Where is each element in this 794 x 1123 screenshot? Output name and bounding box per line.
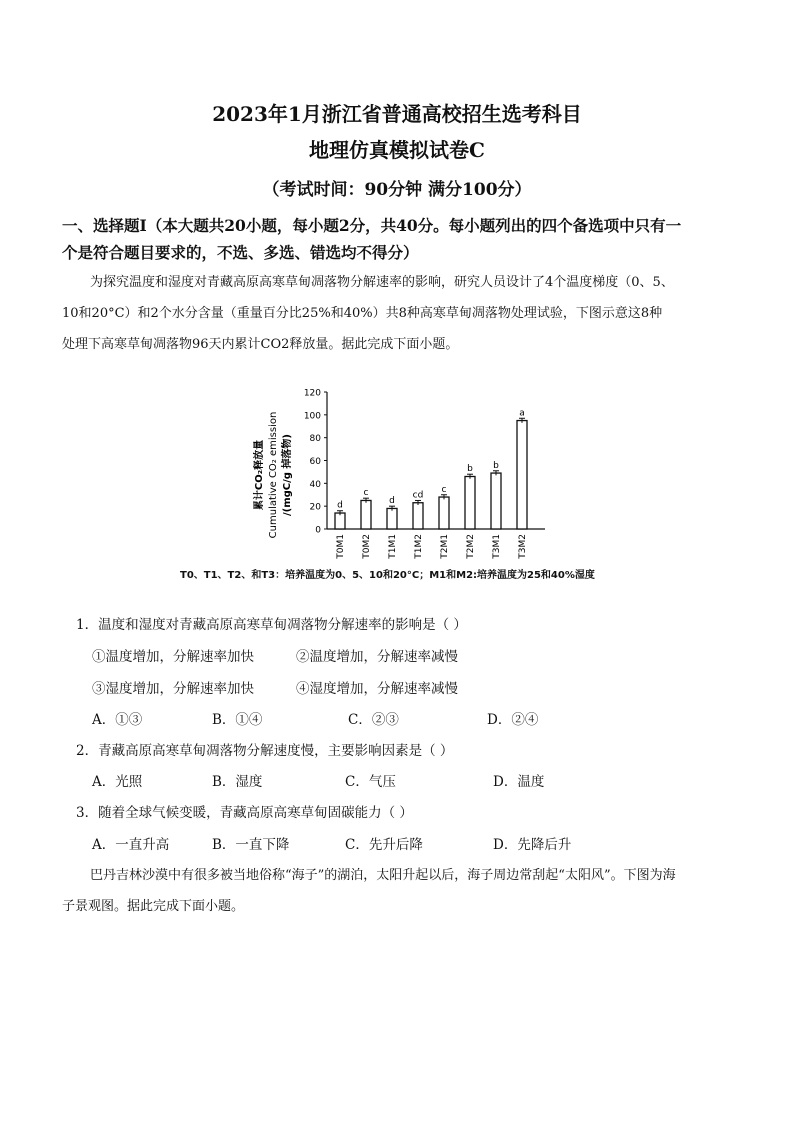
exam-info: （考试时间：90分钟 满分100分） xyxy=(262,180,532,200)
chart-y-tick-label: 20 xyxy=(309,502,321,513)
exam-title-line1: 2023年1月浙江省普通高校招生选考科目 xyxy=(212,102,582,126)
chart-significance-label: d xyxy=(389,496,395,507)
chart-bar xyxy=(361,500,371,529)
chart-x-tick-label: T0M1 xyxy=(336,534,346,559)
q1-statement-1: ①温度增加，分解速率加快 xyxy=(92,649,254,665)
section-heading-line2: 个是符合题目要求的，不选、多选、错选均不得分） xyxy=(62,243,419,262)
chart-bar xyxy=(439,497,449,529)
chart-bar xyxy=(465,476,475,529)
chart-bar xyxy=(387,508,397,529)
chart-y-tick-label: 100 xyxy=(303,411,321,422)
chart-y-tick-label: 80 xyxy=(309,434,321,445)
chart-x-tick-label: T2M2 xyxy=(466,534,476,559)
chart-x-tick-label: T3M2 xyxy=(518,534,528,559)
chart-significance-label: c xyxy=(363,488,369,499)
chart-x-tick-label: T1M1 xyxy=(388,534,398,559)
q1-statement-3: ③湿度增加，分解速率加快 xyxy=(92,681,254,697)
passage1-line2: 10和20°C）和2个水分含量（重量百分比25%和40%）共8种高寒草甸凋落物处理试验，下图示意这8种 xyxy=(62,306,663,321)
passage1-line3: 处理下高寒草甸凋落物96天内累计CO2释放量。据此完成下面小题。 xyxy=(62,337,459,352)
q1-option-b[interactable]: B．①④ xyxy=(212,712,263,728)
chart-significance-label: b xyxy=(467,464,473,475)
chart-ylabel-cn: 累计CO₂释放量 xyxy=(254,439,265,511)
q3-option-a[interactable]: A．一直升高 xyxy=(92,837,170,853)
chart-significance-label: a xyxy=(519,408,525,419)
chart-plot-area xyxy=(304,389,545,560)
chart-bar xyxy=(335,513,345,529)
q1-option-d[interactable]: D．②④ xyxy=(487,712,539,728)
chart-y-tick-label: 40 xyxy=(309,479,321,490)
chart-ylabel-unit: /(mgC/g 掉落物) xyxy=(282,433,293,517)
q1-option-c[interactable]: C．②③ xyxy=(348,712,399,728)
passage2-line2: 子景观图。据此完成下面小题。 xyxy=(62,899,245,914)
q3-option-d[interactable]: D．先降后升 xyxy=(493,837,572,853)
q2-option-c[interactable]: C．气压 xyxy=(345,774,396,790)
chart-x-tick-label: T0M2 xyxy=(362,534,372,559)
question-1-stem: 1．温度和湿度对青藏高原高寒草甸凋落物分解速率的影响是（ ） xyxy=(76,617,467,633)
chart-ylabel-group xyxy=(252,412,293,539)
question-2-stem: 2．青藏高原高寒草甸凋落物分解速度慢，主要影响因素是（ ） xyxy=(76,743,454,759)
q1-statement-4: ④湿度增加，分解速率减慢 xyxy=(296,681,458,697)
passage1-line1: 为探究温度和湿度对青藏高原高寒草甸凋落物分解速率的影响，研究人员设计了4个温度梯度（0、5、 xyxy=(90,275,674,290)
chart-significance-label: d xyxy=(337,500,343,511)
chart-bar xyxy=(413,503,423,529)
chart-x-tick-label: T2M1 xyxy=(440,534,450,559)
q1-option-a[interactable]: A．①③ xyxy=(92,712,143,728)
chart-y-tick-label: 60 xyxy=(309,457,321,467)
chart-ylabel-en: Cumulative CO₂ emission xyxy=(268,411,279,539)
chart-x-tick-label: T3M1 xyxy=(492,534,502,559)
q3-option-c[interactable]: C．先升后降 xyxy=(345,837,423,853)
q1-statement-2: ②温度增加，分解速率减慢 xyxy=(296,649,458,665)
q2-option-d[interactable]: D．温度 xyxy=(493,774,545,790)
exam-title-line2: 地理仿真模拟试卷C xyxy=(309,138,485,162)
chart-bar xyxy=(491,473,501,529)
q2-option-b[interactable]: B．湿度 xyxy=(212,774,263,790)
chart-bar xyxy=(517,421,527,529)
passage2-line1: 巴丹吉林沙漠中有很多被当地俗称“海子”的湖泊，太阳升起以后，海子周边常刮起“太阳风”。下图为海 xyxy=(90,868,676,883)
chart-significance-label: b xyxy=(493,460,499,471)
chart-x-tick-label: T1M2 xyxy=(414,534,424,559)
chart-significance-label: cd xyxy=(412,490,424,501)
co2-emission-chart xyxy=(240,380,570,560)
q3-option-b[interactable]: B．一直下降 xyxy=(212,837,290,853)
section-heading-line1: 一、选择题Ⅰ（本大题共20小题，每小题2分，共40分。每小题列出的四个备选项中只有一 xyxy=(62,216,682,235)
chart-y-tick-label: 120 xyxy=(303,388,321,399)
q2-option-a[interactable]: A．光照 xyxy=(92,774,143,790)
chart-y-tick-label: 0 xyxy=(315,525,321,536)
chart-significance-label: c xyxy=(441,484,447,495)
chart-caption: T0、T1、T2、和T3：培养温度为0、5、10和20°C；M1和M2:培养温度为25和40%湿度 xyxy=(180,570,595,581)
question-3-stem: 3．随着全球气候变暖，青藏高原高寒草甸固碳能力（ ） xyxy=(76,805,413,821)
